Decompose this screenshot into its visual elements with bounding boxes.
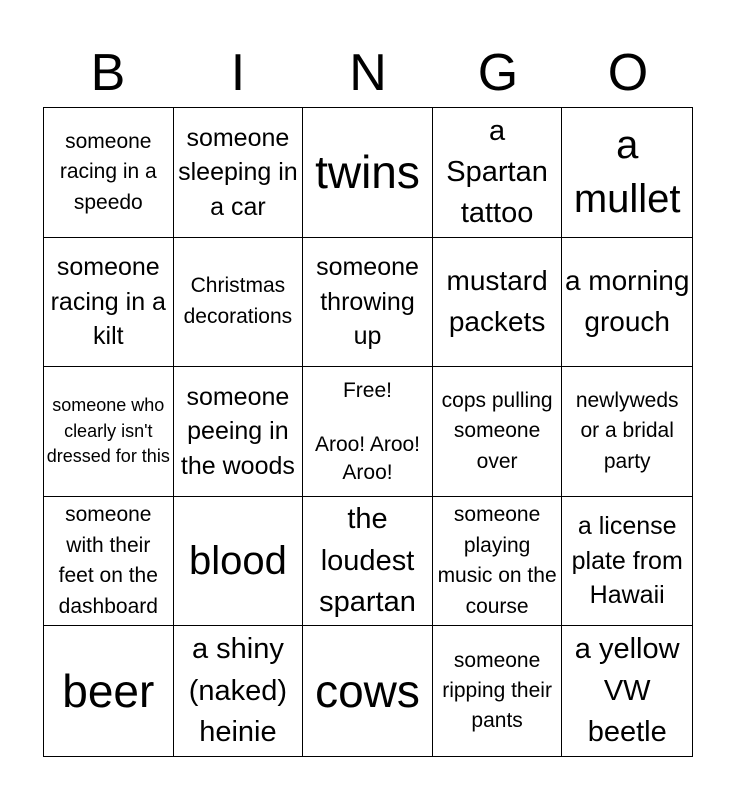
header-letter-n: N [349, 44, 387, 102]
bingo-header [43, 38, 693, 108]
bingo-cell[interactable]: someone peeing in the woods [174, 367, 304, 497]
bingo-cell[interactable]: cops pulling someone over [433, 367, 563, 497]
bingo-cell[interactable]: a yellow VW beetle [574, 633, 680, 748]
bingo-cell[interactable]: someone ripping their pants [433, 626, 563, 756]
header-letter-o: O [607, 44, 649, 102]
bingo-cell[interactable]: blood [174, 497, 304, 627]
free-space-cell[interactable]: Free! Aroo! Aroo! Aroo! [303, 367, 433, 497]
bingo-cell[interactable]: a Spartan tattoo [433, 108, 563, 238]
bingo-cell[interactable]: cows [303, 626, 433, 756]
bingo-cell[interactable]: newlyweds or a bridal party [562, 367, 692, 497]
bingo-cell[interactable]: beer [44, 626, 174, 756]
header-letter-i: I [230, 44, 246, 102]
bingo-cell[interactable]: a shiny (naked) heinie [174, 626, 304, 756]
bingo-cell[interactable]: someone racing in a speedo [44, 108, 174, 238]
bingo-cell[interactable]: someone who clearly isn't dressed for this [44, 367, 174, 497]
bingo-cell[interactable]: someone racing in a kilt [44, 238, 174, 368]
bingo-cell[interactable]: Christmas decorations [174, 238, 304, 368]
bingo-cell[interactable]: mustard packets [433, 238, 563, 368]
bingo-cell[interactable]: twins [303, 108, 433, 238]
bingo-cell[interactable]: someone throwing up [303, 238, 433, 368]
bingo-cell[interactable]: a mullet [562, 108, 692, 238]
bingo-cell[interactable]: a morning grouch [562, 238, 692, 368]
bingo-cell[interactable]: the loudest spartan [303, 497, 433, 627]
header-letter-b: B [90, 44, 126, 102]
bingo-cell[interactable]: a license plate from Hawaii [562, 497, 692, 627]
bingo-cell[interactable]: someone with their feet on the dashboard [44, 497, 174, 627]
bingo-cell[interactable]: someone sleeping in a car [174, 108, 304, 238]
bingo-cell[interactable]: someone playing music on the course [433, 497, 563, 627]
bingo-board [43, 107, 693, 757]
header-letter-g: G [477, 44, 519, 102]
